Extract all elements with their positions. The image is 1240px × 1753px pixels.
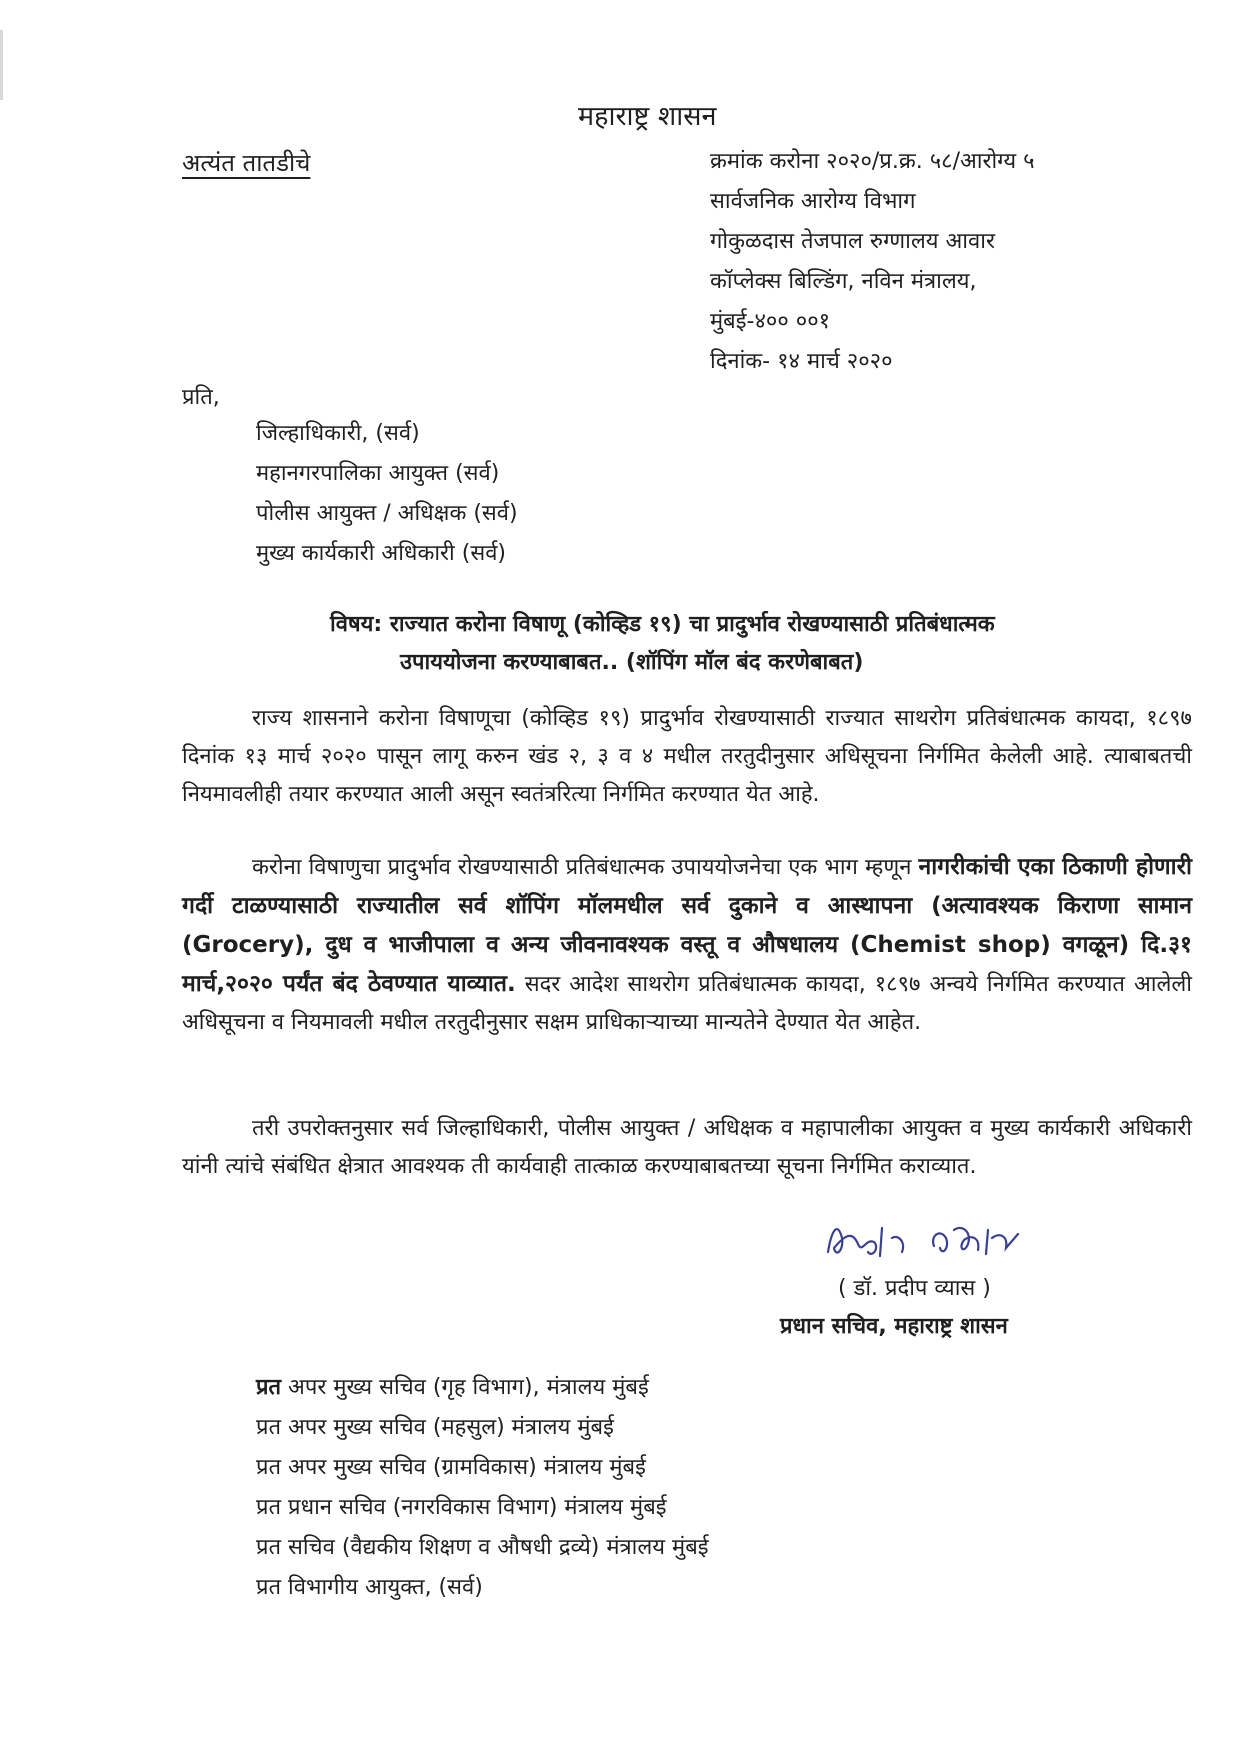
subject-line-2: उपाययोजना करण्याबाबत.. (शॉपिंग मॉल बंद करणेबाबत) [400,650,864,675]
recipient-item: जिल्हाधिकारी, (सर्व) [256,421,420,446]
copy-to-item: प्रत अपर मुख्य सचिव (गृह विभाग), मंत्रालय मुंबई [256,1375,649,1400]
recipient-item: पोलीस आयुक्त / अधिक्षक (सर्व) [256,501,518,526]
salutation: प्रति, [182,385,220,410]
signatory-name: ( डॉ. प्रदीप व्यास ) [838,1276,991,1301]
subject-line-1: विषय: राज्यात करोना विषाणू (कोव्हिड १९) चा प्रादुर्भाव रोखण्यासाठी प्रतिबंधात्मक [330,612,995,637]
address-city: मुंबई-४०० ००१ [710,309,831,334]
recipient-item: महानगरपालिका आयुक्त (सर्व) [256,461,500,486]
copy-prefix: प्रत [256,1535,282,1560]
body-paragraph-3: तरी उपरोक्तनुसार सर्व जिल्हाधिकारी, पोलीस आयुक्त / अधिक्षक व महापालीका आयुक्त व मुख्य कार्यकारी अधिकारी यांनी त्यांचे संबंधित क्षेत्रात आवश्यक ती कार्यवाही तात्काळ करण्याबाबतच्या सूचना निर्गमित कराव्यात. [182,1116,1192,1179]
signatory-designation: प्रधान सचिव, महाराष्ट्र शासन [780,1314,1008,1339]
reference-block [710,142,1035,382]
copy-prefix: प्रत [256,1575,282,1600]
address-line-2: कॉप्लेक्स बिल्डिंग, नविन मंत्रालय, [710,269,977,294]
para2-order-emphasis: नागरीकांची एका ठिकाणी होणारी गर्दी टाळण्यासाठी राज्यातील सर्व शॉपिंग मॉलमधील सर्व दुकाने व आस्थापना (अत्यावश्यक किराणा सामान (Grocery), दुध व भाजीपाला व अन्य जीवनावश्यक वस्तू व औषधालय (Chemist shop) वगळून) दि.३१ मार्च,२०२० पर्यंत बंद ठेवण्यात याव्यात. [182,854,1192,997]
copy-to-item: प्रत अपर मुख्य सचिव (ग्रामविकास) मंत्रालय मुंबई [256,1455,646,1480]
copy-prefix: प्रत [256,1375,282,1400]
issue-date: दिनांक- १४ मार्च २०२० [710,349,893,374]
urgency-label: अत्यंत तातडीचे [182,149,311,177]
department-name: सार्वजनिक आरोग्य विभाग [710,189,916,214]
para2-intro: करोना विषाणुचा प्रादुर्भाव रोखण्यासाठी प्रतिबंधात्मक उपाययोजनेचा एक भाग म्हणून [252,855,919,880]
body-paragraph-1: राज्य शासनाने करोना विषाणूचा (कोव्हिड १९) प्रादुर्भाव रोखण्यासाठी राज्यात साथरोग प्रतिबंधात्मक कायदा, १८९७ दिनांक १३ मार्च २०२० पासून लागू करुन खंड २, ३ व ४ मधील तरतुदीनुसार अधिसूचना निर्गमित केलेली आहे. त्याबाबतची नियमावलीही तयार करण्यात आली असून स्वतंत्ररित्या निर्गमित करण्यात येत आहे. [182,706,1192,807]
recipient-list [256,414,518,574]
copy-to-item: प्रत प्रधान सचिव (नगरविकास विभाग) मंत्रालय मुंबई [256,1495,667,1520]
handwritten-signature [822,1208,1032,1272]
para2-closing: सदर आदेश साथरोग प्रतिबंधात्मक कायदा, १८९७ अन्वये निर्गमित करण्यात आलेली अधिसूचना व नियमावली मधील तरतुदीनुसार सक्षम प्राधिकाऱ्याच्या मान्यतेने देण्यात येत आहेत. [182,972,1193,1035]
reference-number: क्रमांक करोना २०२०/प्र.क्र. ५८/आरोग्य ५ [710,149,1035,174]
body-paragraph-2 [182,848,1192,1042]
copy-prefix: प्रत [256,1495,282,1520]
copy-to-item: प्रत विभागीय आयुक्त, (सर्व) [256,1575,483,1600]
scan-edge-mark [0,30,3,100]
government-heading: महाराष्ट्र शासन [578,101,717,132]
address-line-1: गोकुळदास तेजपाल रुग्णालय आवार [710,229,995,254]
copy-prefix: प्रत [256,1415,282,1440]
copy-prefix: प्रत [256,1455,282,1480]
copy-to-list [256,1368,709,1608]
copy-to-item: प्रत अपर मुख्य सचिव (महसुल) मंत्रालय मुंबई [256,1415,614,1440]
recipient-item: मुख्य कार्यकारी अधिकारी (सर्व) [256,541,507,566]
copy-to-item: प्रत सचिव (वैद्यकीय शिक्षण व औषधी द्रव्ये) मंत्रालय मुंबई [256,1535,709,1560]
